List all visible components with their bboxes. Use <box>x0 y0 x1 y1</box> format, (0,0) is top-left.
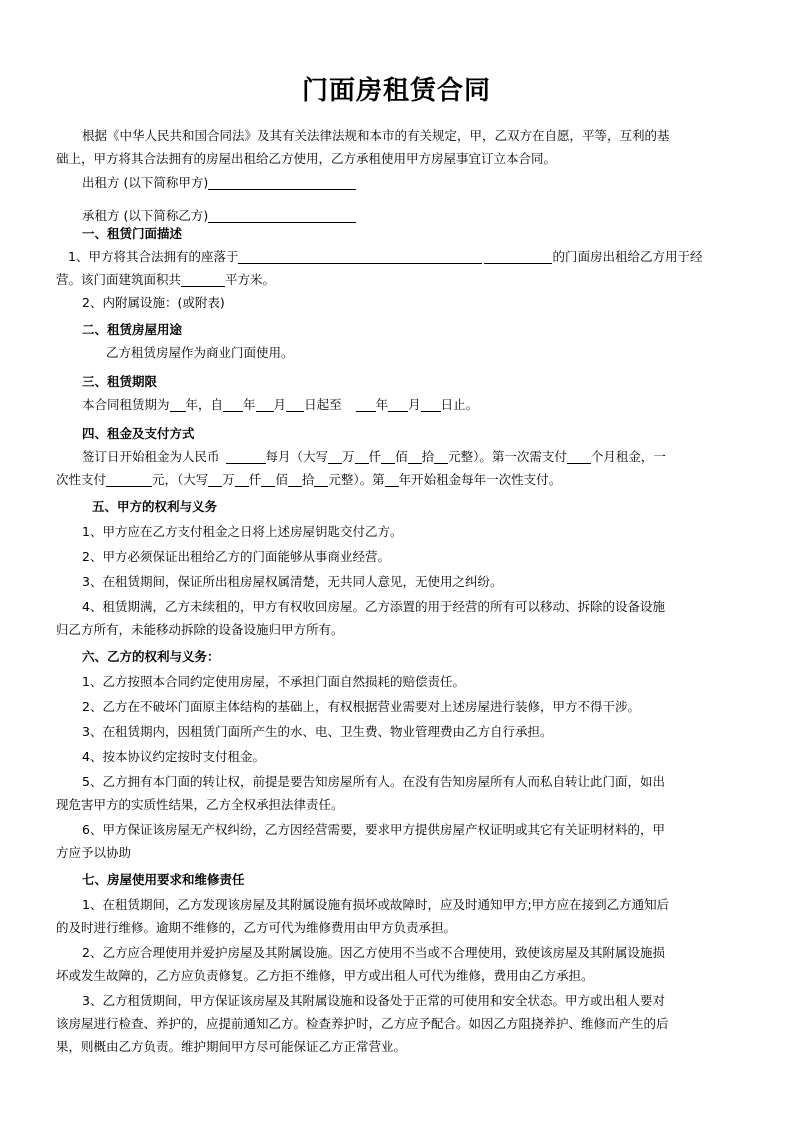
start-day-blank[interactable] <box>286 397 304 412</box>
intro-paragraph <box>56 124 744 170</box>
s5-item-cont: 归乙方所有，未能移动拆除的设备设施归甲方所有。 <box>56 622 344 637</box>
section-2-text: 乙方租赁房屋作为商业门面使用。 <box>106 345 294 360</box>
s6-item-cont: 方应予以协助 <box>56 845 132 860</box>
s5-item: 3、在租赁期间，保证所出租房屋权属清楚，无共同人意见，无使用之纠纷。 <box>82 574 503 589</box>
rent-yuan-blank[interactable] <box>434 449 448 464</box>
section-6 <box>56 645 744 864</box>
rent2-text-b: 元，（大写 <box>152 472 209 487</box>
section-4-heading: 四、租金及支付方式 <box>82 426 195 441</box>
rent2-text-e: 佰 <box>275 472 288 487</box>
term-text-a: 本合同租赁期为 <box>82 397 170 412</box>
lessee-blank[interactable] <box>208 208 356 223</box>
rent-text-c: 万 <box>342 449 355 464</box>
rent2-text-d: 仟 <box>248 472 262 487</box>
rent-wan-blank[interactable] <box>328 449 342 464</box>
s7-item: 3、乙方租赁期间，甲方保证该房屋及其附属设施和设备处于正常的可使用和安全状态。甲方或出租人要对 <box>82 993 665 1008</box>
term-text-e: 日起至 <box>304 397 342 412</box>
term-text-b: 年，自 <box>185 397 224 412</box>
section-6-heading: 六、乙方的权利与义务： <box>82 649 220 664</box>
term-text-c: 年 <box>243 397 256 412</box>
section-3 <box>56 370 744 416</box>
rent2-text-h: 年开始租金每年一次性支付。 <box>398 472 562 487</box>
s6-item: 4、按本协议约定按时支付租金。 <box>82 749 265 764</box>
end-year-blank[interactable] <box>356 397 376 412</box>
rent-text-e: 佰 <box>395 449 408 464</box>
location-blank-2[interactable] <box>484 249 552 264</box>
s5-item: 2、甲方必须保证出租给乙方的门面能够从事商业经营。 <box>82 549 390 564</box>
s6-item: 5、乙方拥有本门面的转让权，前提是要告知房屋所有人。在没有告知房屋所有人而私自转让此门面，如出 <box>82 774 665 789</box>
rent2-text-a: 次性支付 <box>56 472 107 487</box>
rent-shi-blank[interactable] <box>408 449 422 464</box>
s7-item-cont: 的及时进行维修。逾期不维修的，乙方可代为维修费用由甲方负责承担。 <box>56 920 457 935</box>
section-2 <box>56 318 744 364</box>
s7-item-cont: 该房屋进行检查、养护的，应提前通知乙方。检查养护时，乙方应予配合。如因乙方阻挠养护、维修而产生的后 <box>56 1016 669 1031</box>
intro-line-1: 根据《中华人民共和国合同法》及其有关法律法规和本市的有关规定，甲，乙双方在自愿，平等，互利的基 <box>82 128 670 143</box>
lump-bai-blank[interactable] <box>261 472 275 487</box>
rent-text-g: 元整）。第一次需支付 <box>448 449 567 464</box>
s6-item-cont: 现危害甲方的实质性结果，乙方全权承担法律责任。 <box>56 797 344 812</box>
rent-line-2 <box>56 468 744 491</box>
section-7 <box>56 868 744 1058</box>
s7-item-cont: 果，则概由乙方负责。维护期间甲方尽可能保证乙方正常营业。 <box>56 1039 407 1054</box>
term-text-g: 月 <box>408 397 421 412</box>
rent-text-f: 拾 <box>421 449 435 464</box>
term-text-d: 月 <box>273 397 287 412</box>
start-year-blank[interactable] <box>223 397 243 412</box>
section-4 <box>56 422 744 491</box>
end-month-blank[interactable] <box>388 397 408 412</box>
lump-shi-blank[interactable] <box>288 472 302 487</box>
intro-line-2: 础上，甲方将其合法拥有的房屋出租给乙方使用，乙方承租使用甲方房屋事宜订立本合同。 <box>56 151 557 166</box>
section-2-heading: 二、租赁房屋用途 <box>82 322 183 337</box>
s6-item: 1、乙方按照本合同约定使用房屋，不承担门面自然损耗的赔偿责任。 <box>82 674 465 689</box>
lump-qian-blank[interactable] <box>235 472 249 487</box>
s7-item-cont: 坏或发生故障的，乙方应负责修复。乙方拒不维修，甲方或出租人可代为维修，费用由乙方承担。 <box>56 968 594 983</box>
section-3-heading: 三、租赁期限 <box>82 374 158 389</box>
s1-item1-line2 <box>56 268 744 291</box>
term-text-h: 日止。 <box>440 397 479 412</box>
s6-item: 6、甲方保证该房屋无产权纠纷，乙方因经营需要，要求甲方提供房屋产权证明或其它有关证明材料的，甲 <box>82 822 665 837</box>
s7-item: 1、在租赁期间，乙方发现该房屋及其附属设施有损坏或故障时，应及时通知甲方;甲方应在接到乙方通知后 <box>82 897 670 912</box>
section-1 <box>56 222 744 314</box>
rent-line-1 <box>56 445 744 468</box>
section-5-heading: 五、甲方的权利与义务 <box>92 499 218 514</box>
s1-item2: 2、内附属设施：(或附表) <box>82 295 225 310</box>
s1-item1-text-c: 营。该门面建筑面积共 <box>56 272 182 287</box>
parties-block <box>56 171 744 223</box>
term-years-blank[interactable] <box>170 397 186 412</box>
start-year-n-blank[interactable] <box>385 472 399 487</box>
s6-item: 3、在租赁期内，因租赁门面所产生的水、电、卫生费、物业管理费由乙方自行承担。 <box>82 724 553 739</box>
lessor-blank[interactable] <box>208 175 356 190</box>
start-month-blank[interactable] <box>256 397 274 412</box>
location-blank[interactable] <box>238 249 482 264</box>
s1-item1-text-d: 平方米。 <box>225 272 276 287</box>
s6-item: 2、乙方在不破坏门面原主体结构的基础上，有权根据营业需要对上述房屋进行装修，甲方不得干涉。 <box>82 699 640 714</box>
s1-item1-text-b: 的门面房出租给乙方用于经 <box>552 249 703 264</box>
rent-text-b: 每月（大写 <box>265 449 329 464</box>
lessee-label: 承租方 (以下简称乙方) <box>82 208 209 223</box>
end-day-blank[interactable] <box>421 397 441 412</box>
s1-item1-text-a: 1、甲方将其合法拥有的座落于 <box>68 249 239 264</box>
first-months-blank[interactable] <box>567 449 591 464</box>
lump-wan-blank[interactable] <box>208 472 222 487</box>
area-blank[interactable] <box>181 272 225 287</box>
rent-text-h: 个月租金，一 <box>590 449 666 464</box>
s7-item: 2、乙方应合理使用并爱护房屋及其附属设施。因乙方使用不当或不合理使用，致使该房屋及其附属设施损 <box>82 945 665 960</box>
term-text-f: 年 <box>375 397 389 412</box>
rent-qian-blank[interactable] <box>355 449 369 464</box>
s5-item: 4、租赁期满，乙方未续租的，甲方有权收回房屋。乙方添置的用于经营的所有可以移动、拆除的设备设施 <box>82 599 665 614</box>
section-5 <box>56 495 744 641</box>
rent2-text-f: 拾 <box>301 472 315 487</box>
section-1-heading: 一、租赁门面描述 <box>82 226 183 241</box>
s1-item1-line1 <box>56 245 744 268</box>
rent-text-d: 仟 <box>368 449 382 464</box>
lessor-label: 出租方 (以下简称甲方) <box>82 175 209 190</box>
rent2-text-c: 万 <box>222 472 235 487</box>
lump-yuan-blank[interactable] <box>314 472 328 487</box>
lease-term-line <box>56 393 744 416</box>
document-title: 门面房租赁合同 <box>301 76 491 106</box>
lessor-line <box>56 171 744 194</box>
lump-sum-blank[interactable] <box>106 472 152 487</box>
section-7-heading: 七、房屋使用要求和维修责任 <box>82 872 245 887</box>
s5-item: 1、甲方应在乙方支付租金之日将上述房屋钥匙交付乙方。 <box>82 524 403 539</box>
rent-text-a: 签订日开始租金为人民币 <box>82 449 220 464</box>
monthly-rent-blank[interactable] <box>226 449 266 464</box>
rent-bai-blank[interactable] <box>381 449 395 464</box>
rent2-text-g: 元整）。第 <box>328 472 385 487</box>
